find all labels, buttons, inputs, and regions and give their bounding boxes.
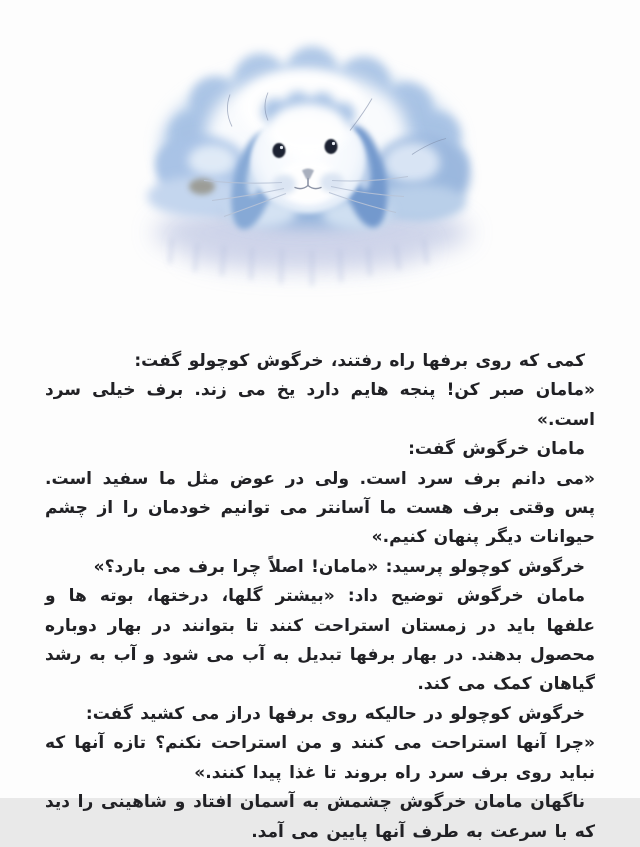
story-paragraph: ناگهان مامان خرگوش چشمش به آسمان افتاد و شاهینی را دید که با سرعت به طرف آنها پایین می آمد. — [45, 792, 595, 842]
story-paragraph: «مامان صبر کن! پنجه هایم دارد یخ می زند. برف خیلی سرد است.» — [45, 380, 595, 430]
bunny-head — [251, 92, 365, 214]
bunny-illustration-svg — [112, 32, 512, 287]
story-paragraph: خرگوش کوچولو در حالیکه روی برفها دراز می کشید گفت: — [85, 703, 585, 724]
story-paragraph: کمی که روی برفها راه رفتند، خرگوش کوچولو گفت: — [134, 351, 585, 371]
story-text — [45, 347, 595, 847]
story-paragraph: مامان خرگوش توضیح داد: «بیشتر گلها، درختها، بوته ها و علفها باید در زمستان استراحت کنند تا بتوانند در بهار دوباره محصول بدهند. در بهار برفها تبدیل به آب می شود و آب به رشد گیاهان کمک می کند. — [45, 586, 595, 695]
story-paragraph: «چرا آنها استراحت می کنند و من استراحت نکنم؟ تازه آنها که نباید روی برف سرد راه بروند تا غذا پیدا کنند.» — [45, 733, 595, 783]
bunny-illustration — [112, 32, 512, 287]
story-paragraph: مامان خرگوش گفت: — [408, 439, 585, 460]
story-paragraph: خرگوش کوچولو پرسید: «مامان! اصلاً چرا برف می بارد؟» — [93, 556, 585, 577]
story-paragraph: «می دانم برف سرد است. ولی در عوض مثل ما سفید است. پس وقتی برف هست ما آسانتر می توانیم خودمان را از چشم حیوانات دیگر پنهان کنیم.» — [45, 468, 595, 548]
